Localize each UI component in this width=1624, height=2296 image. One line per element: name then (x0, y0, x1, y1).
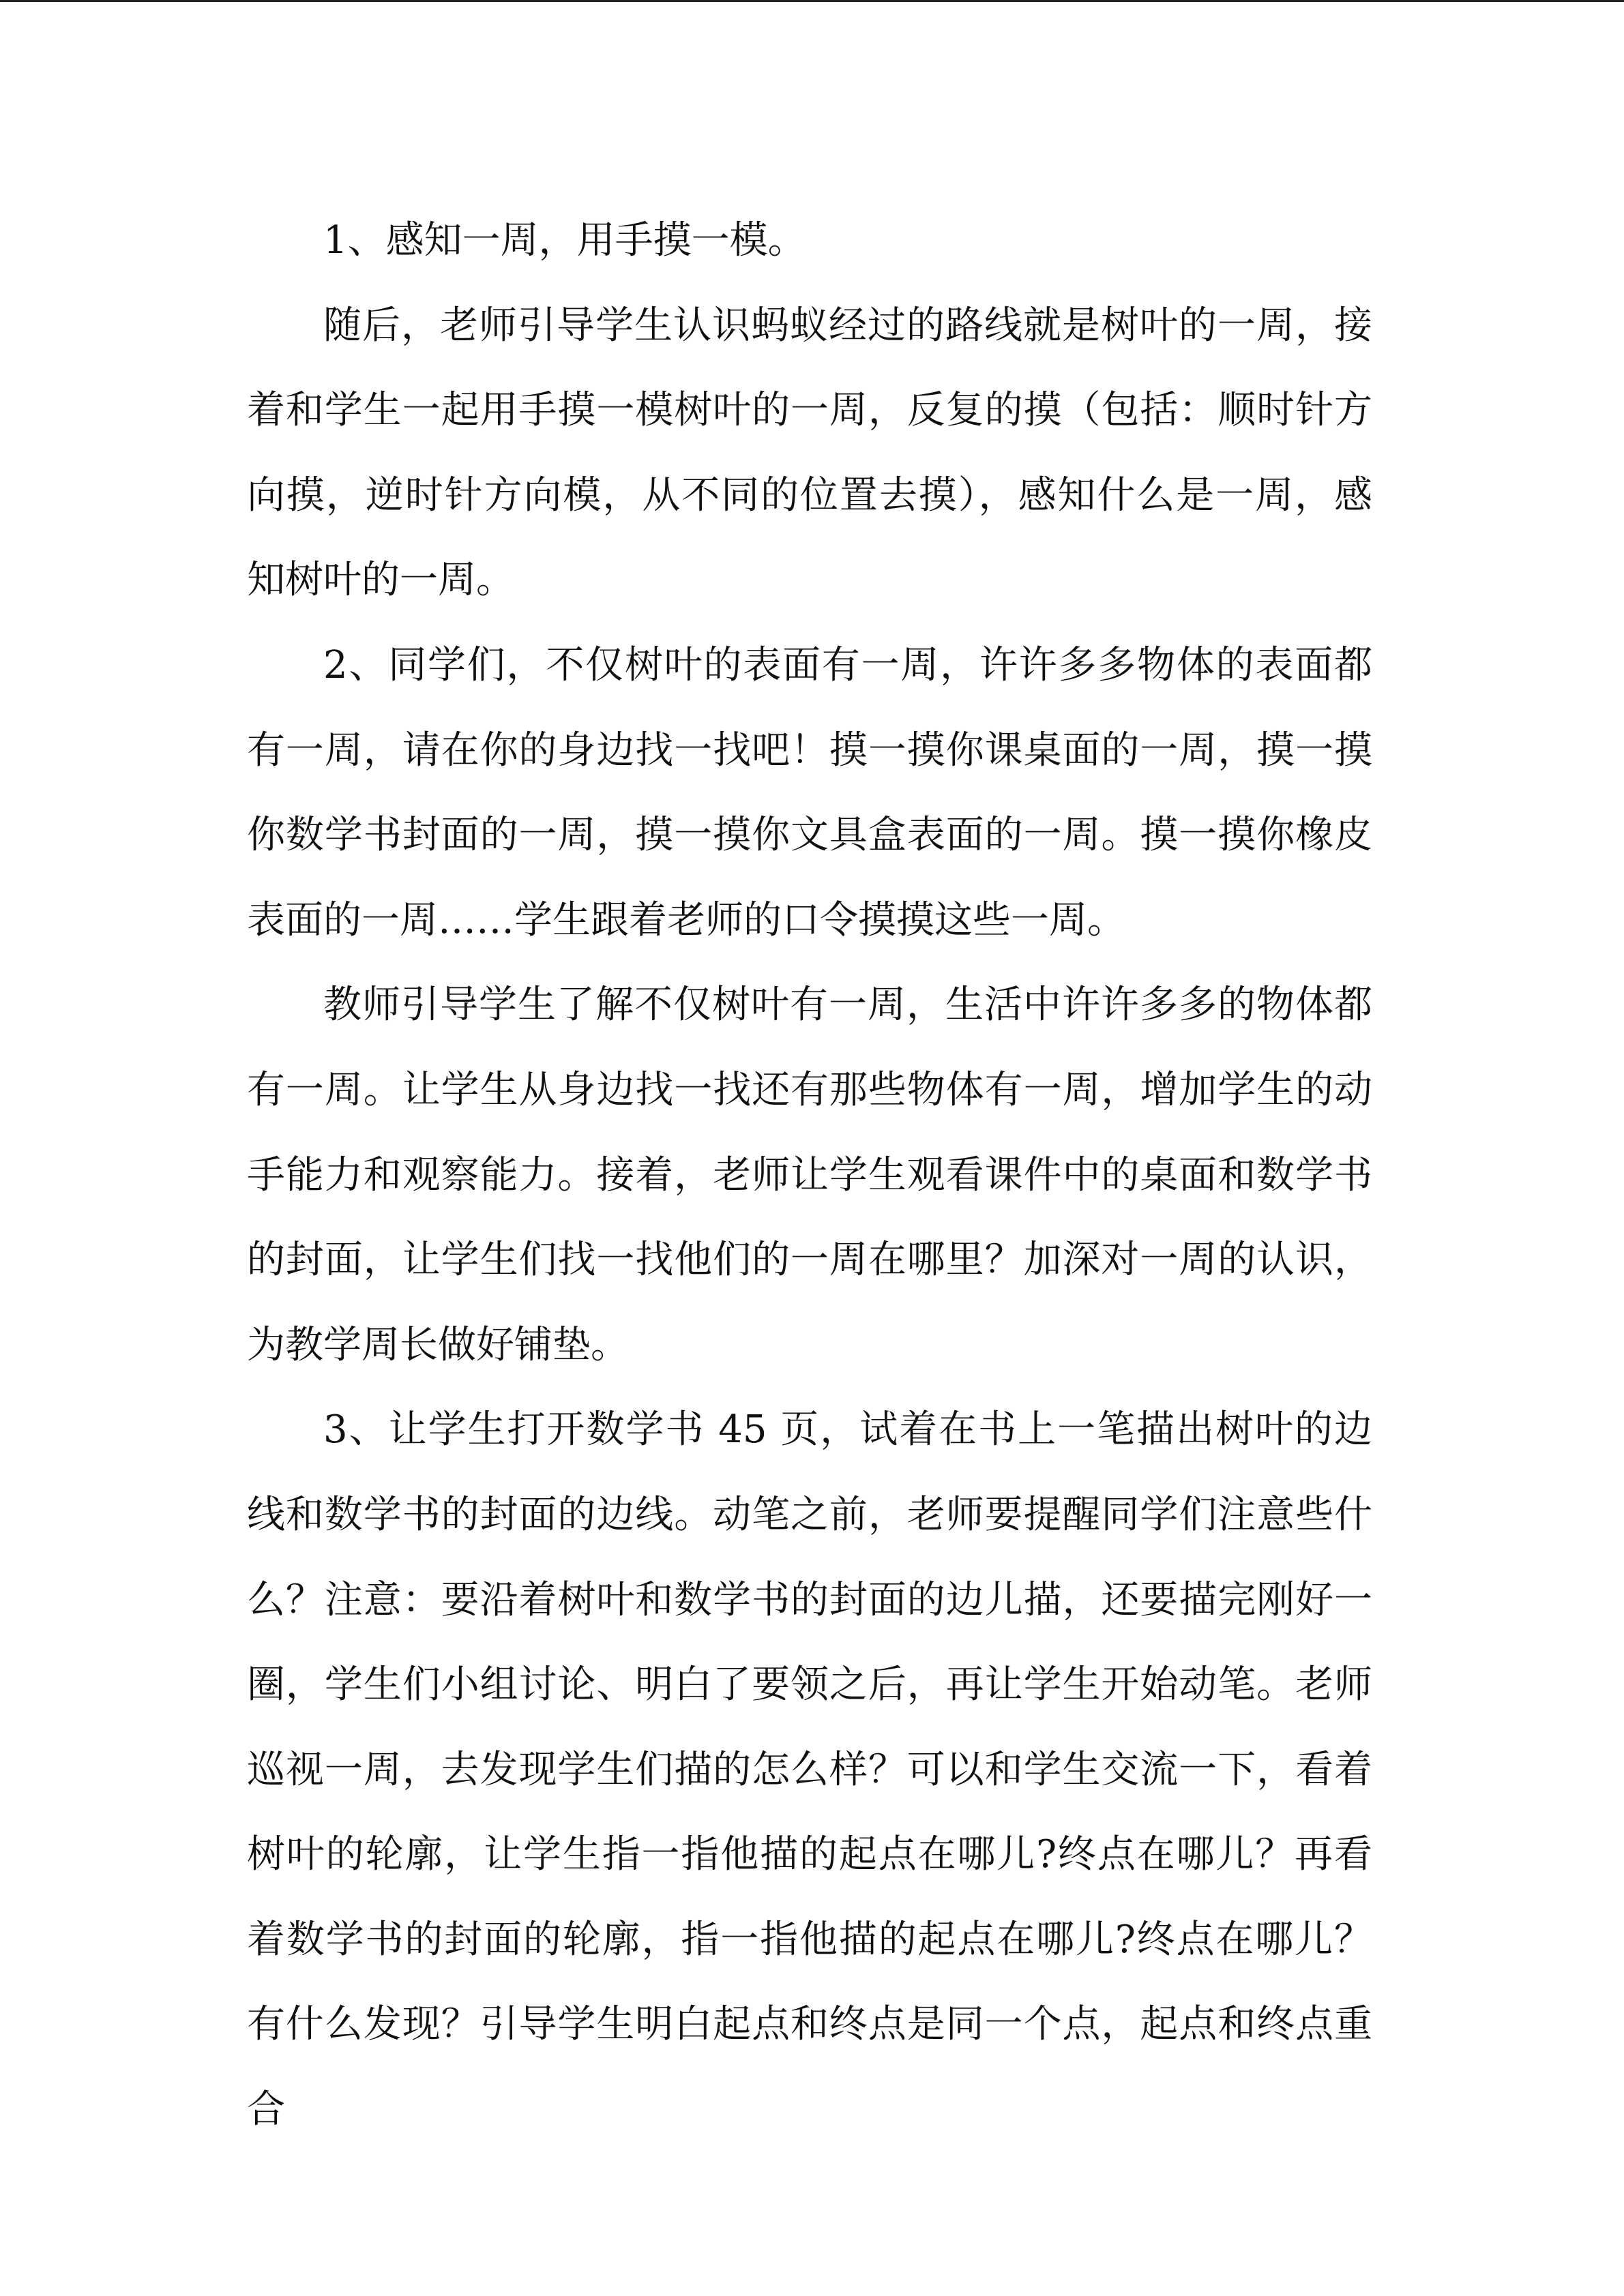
document-body (247, 198, 1372, 2153)
top-border-line (0, 0, 1624, 2)
paragraph: 2、同学们，不仅树叶的表面有一周，许许多多物体的表面都有一周，请在你的身边找一找吧！摸一摸你课桌面的一周，摸一摸你数学书封面的一周，摸一摸你文具盒表面的一周。摸一摸你橡皮表面的一周……学生跟着老师的口令摸摸这些一周。 (247, 642, 1372, 942)
paragraph: 3、让学生打开数学书 45 页，试着在书上一笔描出树叶的边线和数学书的封面的边线。动笔之前，老师要提醒同学们注意些什么？注意：要沿着树叶和数学书的封面的边儿描，还要描完刚好一圈，学生们小组讨论、明白了要领之后，再让学生开始动笔。老师巡视一周，去发现学生们描的怎么样？可以和学生交流一下，看着树叶的轮廓，让学生指一指他描的起点在哪儿?终点在哪儿？再看着数学书的封面的轮廓，指一指他描的起点在哪儿?终点在哪儿？有什么发现？引导学生明白起点和终点是同一个点，起点和终点重合 (247, 1407, 1372, 2132)
paragraph: 随后，老师引导学生认识蚂蚁经过的路线就是树叶的一周，接着和学生一起用手摸一模树叶的一周，反复的摸（包括：顺时针方向摸，逆时针方向模，从不同的位置去摸），感知什么是一周，感知树叶的一周。 (247, 303, 1372, 603)
paragraph: 教师引导学生了解不仅树叶有一周，生活中许许多多的物体都有一周。让学生从身边找一找还有那些物体有一周，增加学生的动手能力和观察能力。接着，老师让学生观看课件中的桌面和数学书的封面，让学生们找一找他们的一周在哪里？加深对一周的认识，为教学周长做好铺垫。 (247, 983, 1372, 1367)
paragraph: 1、感知一周，用手摸一模。 (323, 218, 806, 263)
